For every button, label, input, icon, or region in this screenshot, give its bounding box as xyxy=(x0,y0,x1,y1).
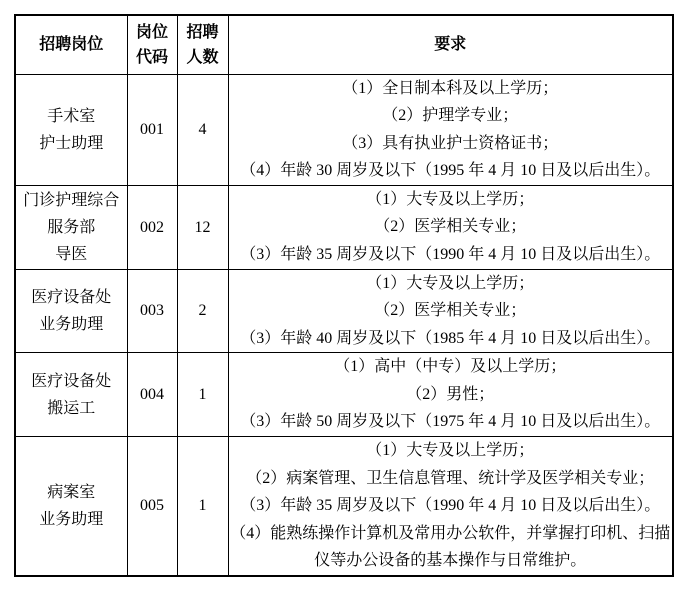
requirement-line: （1）全日制本科及以上学历； xyxy=(342,79,559,97)
position-line: 病案室 xyxy=(47,483,96,501)
column-header-position xyxy=(15,15,127,74)
code-cell: 005 xyxy=(127,437,177,576)
position-cell xyxy=(15,74,127,185)
position-cell xyxy=(15,437,127,576)
requirement-line: （2）护理学专业； xyxy=(382,107,519,124)
code-cell: 001 xyxy=(127,74,177,185)
header-code-line: 代码 xyxy=(135,48,168,66)
header-position-label: 招聘岗位 xyxy=(39,36,104,54)
requirement-line: （2）医学相关专业； xyxy=(374,218,527,236)
requirements-cell xyxy=(228,437,673,576)
column-header-count xyxy=(177,15,228,74)
requirement-line: （3）年龄 35 周岁及以下（1990 年 4 月 10 日及以后出生）。 xyxy=(240,497,661,514)
position-cell xyxy=(15,185,127,269)
requirement-line: （2）男性； xyxy=(406,385,495,403)
position-line: 搬运工 xyxy=(47,399,96,417)
position-cell xyxy=(15,269,127,353)
requirement-line: （3）具有执业护士资格证书； xyxy=(342,134,559,152)
requirements-cell xyxy=(228,74,673,185)
header-count-line: 招聘 xyxy=(186,23,219,41)
count-cell: 1 xyxy=(177,353,228,437)
position-line: 医疗设备处 xyxy=(31,372,112,390)
requirement-line: （3）年龄 35 周岁及以下（1990 年 4 月 10 日及以后出生）。 xyxy=(240,245,661,263)
code-cell: 004 xyxy=(127,353,177,437)
requirement-line: （4）年龄 30 周岁及以下（1995 年 4 月 10 日及以后出生）。 xyxy=(240,162,661,179)
table-row xyxy=(15,353,673,437)
requirement-line: （1）大专及以上学历； xyxy=(366,442,535,459)
count-cell: 1 xyxy=(177,437,228,576)
position-line: 医疗设备处 xyxy=(31,288,112,306)
header-code-line: 岗位 xyxy=(135,23,168,41)
position-line: 业务助理 xyxy=(39,315,104,333)
position-cell xyxy=(15,353,127,437)
requirement-line: （4）能熟练操作计算机及常用办公软件，并掌握打印机、扫描仪等办公设备的基本操作与日常维护。 xyxy=(230,524,671,569)
requirement-line: （3）年龄 50 周岁及以下（1975 年 4 月 10 日及以后出生）。 xyxy=(240,413,661,431)
requirements-cell xyxy=(228,353,673,437)
table-row xyxy=(15,269,673,353)
position-line: 护士助理 xyxy=(39,134,104,152)
position-line: 手术室 xyxy=(47,107,96,125)
header-requirements-label: 要求 xyxy=(434,36,467,54)
header-row xyxy=(15,15,673,74)
code-cell: 002 xyxy=(127,185,177,269)
count-cell: 4 xyxy=(177,74,228,185)
position-line: 导医 xyxy=(55,245,88,263)
requirement-line: （2）病案管理、卫生信息管理、统计学及医学相关专业； xyxy=(246,469,655,487)
table-row xyxy=(15,74,673,185)
table-row xyxy=(15,185,673,269)
column-header-code xyxy=(127,15,177,74)
table-row xyxy=(15,437,673,576)
requirements-cell xyxy=(228,269,673,353)
requirement-line: （1）高中（中专）及以上学历； xyxy=(334,358,567,376)
code-cell: 003 xyxy=(127,269,177,353)
recruitment-table xyxy=(14,14,674,577)
requirement-line: （1）大专及以上学历； xyxy=(366,190,535,208)
requirement-line: （1）大专及以上学历； xyxy=(366,274,535,292)
count-cell: 12 xyxy=(177,185,228,269)
column-header-requirements xyxy=(228,15,673,74)
position-line: 服务部 xyxy=(47,218,96,236)
requirement-line: （3）年龄 40 周岁及以下（1985 年 4 月 10 日及以后出生）。 xyxy=(240,329,661,347)
count-cell: 2 xyxy=(177,269,228,353)
requirement-line: （2）医学相关专业； xyxy=(374,302,527,319)
requirements-cell xyxy=(228,185,673,269)
header-count-line: 人数 xyxy=(186,48,219,66)
position-line: 门诊护理综合 xyxy=(23,191,120,209)
position-line: 业务助理 xyxy=(39,510,104,528)
